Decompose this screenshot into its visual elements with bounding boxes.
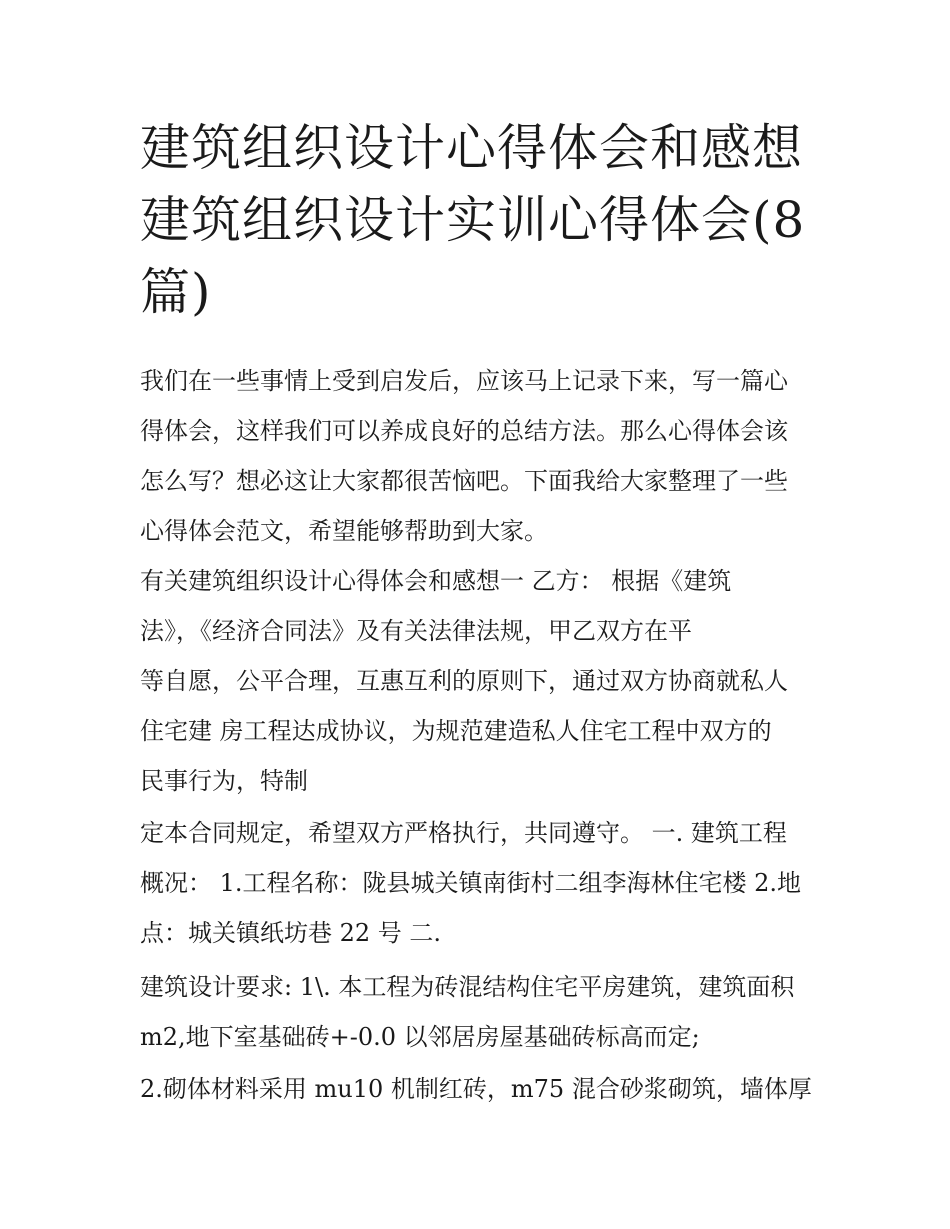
body-text-line: 点：城关镇纸坊巷 22 号 二.	[140, 919, 442, 947]
title-line: 建筑组织设计心得体会和感想	[140, 119, 803, 177]
body-text-line: 定本合同规定，希望双方严格执行，共同遵守。 一. 建筑工程	[140, 819, 787, 847]
body-text-line: 民事行为，特制	[140, 767, 308, 795]
body-text-line: 法》，《经济合同法》及有关法律法规，甲乙双方在平	[140, 617, 692, 645]
body-text-line: 怎么写？想必这让大家都很苦恼吧。下面我给大家整理了一些	[140, 467, 788, 495]
body-text-line: 等自愿，公平合理，互惠互利的原则下，通过双方协商就私人	[140, 667, 788, 695]
body-text-line: 有关建筑组织设计心得体会和感想一 乙方： 根据《建筑	[140, 567, 732, 595]
body-text-line: 2.砌体材料采用 mu10 机制红砖，m75 混合砂浆砌筑，墙体厚	[140, 1075, 812, 1103]
title-line: 建筑组织设计实训心得体会(8	[140, 191, 806, 249]
body-text-line: 建筑设计要求: 1\. 本工程为砖混结构住宅平房建筑，建筑面积	[140, 973, 795, 1001]
body-text-line: 我们在一些事情上受到启发后，应该马上记录下来，写一篇心	[140, 367, 788, 395]
body-text-line: 概况： 1.工程名称：陇县城关镇南街村二组李海林住宅楼 2.地	[140, 869, 802, 897]
body-text-line: m2,地下室基础砖+-0.0 以邻居房屋基础砖标高而定;	[140, 1023, 700, 1051]
body-text-line: 心得体会范文，希望能够帮助到大家。	[140, 517, 548, 545]
body-text-line: 得体会，这样我们可以养成良好的总结方法。那么心得体会该	[140, 417, 788, 445]
document-title	[140, 112, 820, 328]
body-text-line: 住宅建 房工程达成协议，为规范建造私人住宅工程中双方的	[140, 717, 772, 745]
title-line: 篇)	[140, 263, 212, 321]
